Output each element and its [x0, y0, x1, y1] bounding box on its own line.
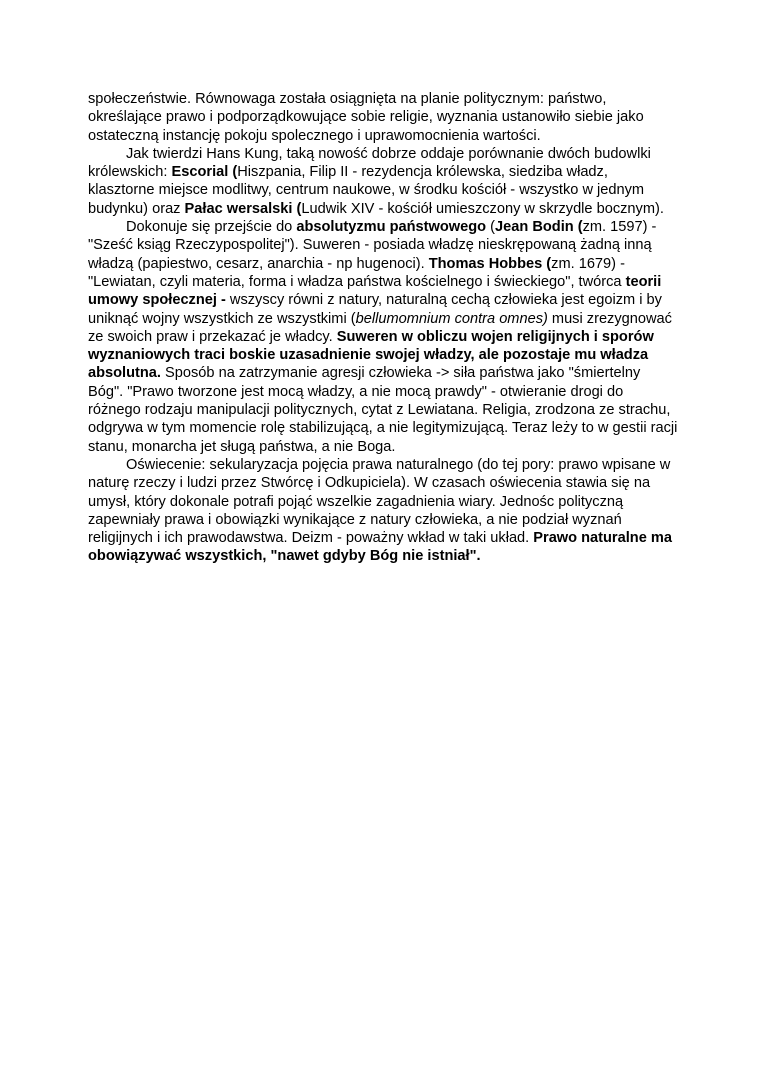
paragraph-2 — [88, 145, 678, 218]
paragraph-1-text: społeczeństwie. Równowaga została osiągnięta na planie politycznym: państwo, określające prawo i podporządkowujące sobie religie, wyznania ustanowiło siebie jako ostateczną instancję pokoju spolecznego i uprawomocnienia wartości. — [88, 91, 644, 144]
text-run: Hiszpania, Filip II - rezydencja królewska, siedziba władz, klasztorne miejsce modlitwy, centrum naukowe, w środku kościół - wszystko w jednym budynku) oraz — [88, 164, 645, 217]
italic-latin-phrase: bellumomnium contra omnes) — [355, 310, 548, 327]
text-run: musi zrezygnować ze swoich praw i przekazać je władcy. — [88, 310, 672, 345]
paragraph-3 — [88, 218, 678, 456]
text-run: Sposób na zatrzymanie agresji człowieka -> siła państwa jako "śmiertelny Bóg". "Prawo tworzone jest mocą władzy, a nie mocą prawdy" - otwieranie drogi do różnego rodzaju manipulacji politycznych, cytat z Lewiatana. Religia, zrodzona ze strachu, odgrywa w tym momencie rolę stabilizującą, a nie legitymizującą. Teraz leży to w gestii racji stanu, monarcha jet sługą państwa, a nie Boga. — [88, 365, 678, 455]
bold-statement-prawo-naturalne: Prawo naturalne ma obowiązywać wszystkich, "nawet gdyby Bóg nie istniał". — [88, 530, 672, 565]
text-run: Jak twierdzi Hans Kung, taką nowość dobrze oddaje porównanie dwóch budowlki królewskich: — [88, 145, 651, 181]
text-run: Dokonuje się przejście do — [126, 219, 297, 236]
paragraph-4 — [88, 456, 678, 566]
bold-term-palac-wersalski: Pałac wersalski ( — [184, 200, 302, 217]
document-page — [88, 90, 678, 566]
bold-term-jean-bodin: Jean Bodin ( — [495, 219, 583, 236]
text-run: Oświecenie: sekularyzacja pojęcia prawa naturalnego (do tej pory: prawo wpisane w naturę rzeczy i ludzi przez Stwórcę i Odkupiciela). W czasach oświecenia stawia się na umysł, który dokonale potrafi pojąć wszelkie zagadnienia wiary. Jednośc polityczną zapewniały prawa i obowiązki wynikające z natury człowieka, a nie podział wyznań religijnych i ich prawodawstwa. Deizm - poważny wkład w taki układ. — [88, 456, 671, 547]
text-run: zm. 1679) - "Lewiatan, czyli materia, forma i władza państwa kościelnego i świeckiego", twórca — [88, 255, 626, 290]
text-run: Ludwik XIV - kościół umieszczony w skrzydle bocznym). — [301, 200, 664, 217]
bold-term-thomas-hobbes: Thomas Hobbes ( — [428, 255, 552, 272]
bold-term-escorial: Escorial ( — [171, 164, 238, 181]
text-run: wszyscy równi z natury, naturalną cechą człowieka jest egoizm i by uniknąć wojny wszystkich ze wszystkimi ( — [88, 292, 662, 327]
text-run: zm. 1597) - "Sześć ksiąg Rzeczypospolitej"). Suweren - posiada władzę nieskrępowaną żadną inną władzą (papiestwo, cesarz, anarchia - np hugenoci). — [88, 219, 657, 272]
text-run: ( — [486, 219, 496, 236]
paragraph-1 — [88, 90, 678, 145]
bold-term-absolutyzm: absolutyzmu państwowego — [296, 219, 487, 236]
bold-term-umowa-spoleczna: teorii umowy społecznej - — [88, 273, 662, 309]
bold-statement-suweren: Suweren w obliczu wojen religijnych i sporów wyznaniowych traci boskie uzasadnienie swojej władzy, ale pozostaje mu władza absolutna. — [88, 328, 654, 382]
